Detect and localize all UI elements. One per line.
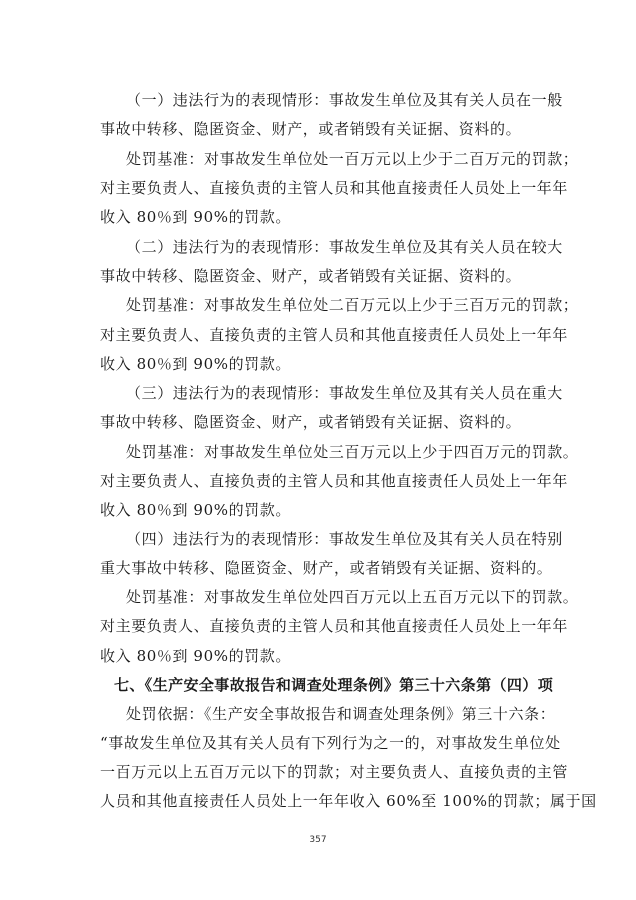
- paragraph-line: “事故发生单位及其有关人员有下列行为之一的，对事故发生单位处: [100, 734, 561, 752]
- paragraph-line: 处罚依据：《生产安全事故报告和调查处理条例》第三十六条：: [126, 705, 556, 723]
- paragraph-line: （三）违法行为的表现情形：事故发生单位及其有关人员在重大: [126, 384, 563, 402]
- paragraph-line: 处罚基准：对事故发生单位处二百万元以上少于三百万元的罚款；: [126, 296, 579, 314]
- paragraph-line: 重大事故中转移、隐匿资金、财产，或者销毁有关证据、资料的。: [100, 559, 553, 577]
- paragraph-line: 人员和其他直接责任人员处上一年年收入 60%至 100%的罚款；属于国: [100, 792, 597, 810]
- page-number: 357: [309, 835, 327, 845]
- paragraph-line: 收入 80％到 90%的罚款。: [100, 501, 291, 519]
- paragraph-line: （四）违法行为的表现情形：事故发生单位及其有关人员在特别: [126, 530, 563, 548]
- paragraph-line: 事故中转移、隐匿资金、财产，或者销毁有关证据、资料的。: [100, 120, 522, 138]
- paragraph-line: 对主要负责人、直接负责的主管人员和其他直接责任人员处上一年年: [100, 617, 569, 635]
- section-heading: 七、《生产安全事故报告和调查处理条例》第三十六条第（四）项: [114, 676, 554, 694]
- paragraph-line: 收入 80％到 90%的罚款。: [100, 355, 291, 373]
- paragraph-line: 对主要负责人、直接负责的主管人员和其他直接责任人员处上一年年: [100, 179, 569, 197]
- paragraph-line: 收入 80％到 90%的罚款。: [100, 647, 291, 665]
- paragraph-line: 对主要负责人、直接负责的主管人员和其他直接责任人员处上一年年: [100, 326, 569, 344]
- paragraph-line: 处罚基准：对事故发生单位处四百万元以上五百万元以下的罚款。: [126, 588, 579, 606]
- paragraph-line: 一百万元以上五百万元以下的罚款；对主要负责人、直接负责的主管: [100, 763, 569, 781]
- paragraph-line: 处罚基准：对事故发生单位处一百万元以上少于二百万元的罚款；: [126, 150, 579, 168]
- paragraph-line: 处罚基准：对事故发生单位处三百万元以上少于四百万元的罚款。: [126, 443, 579, 461]
- paragraph-line: （二）违法行为的表现情形：事故发生单位及其有关人员在较大: [126, 238, 563, 256]
- paragraph-line: 对主要负责人、直接负责的主管人员和其他直接责任人员处上一年年: [100, 472, 569, 490]
- paragraph-line: 收入 80％到 90%的罚款。: [100, 208, 291, 226]
- paragraph-line: 事故中转移、隐匿资金、财产，或者销毁有关证据、资料的。: [100, 413, 522, 431]
- paragraph-line: （一）违法行为的表现情形：事故发生单位及其有关人员在一般: [126, 91, 563, 109]
- paragraph-line: 事故中转移、隐匿资金、财产，或者销毁有关证据、资料的。: [100, 267, 522, 285]
